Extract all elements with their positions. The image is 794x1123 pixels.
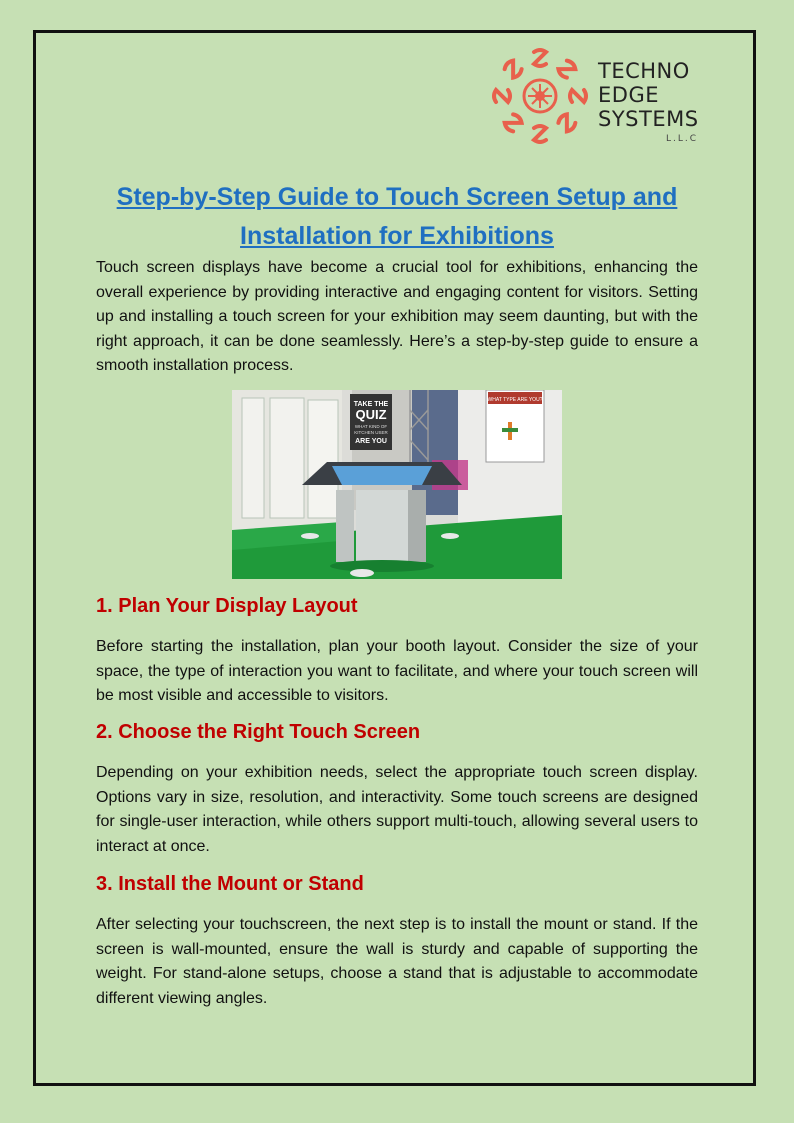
logo-suffix: L.L.C bbox=[666, 134, 699, 144]
sun-s-logo-icon bbox=[490, 46, 590, 146]
page-title[interactable]: Step-by-Step Guide to Touch Screen Setup and Installation for Exhibitions bbox=[116, 183, 678, 250]
board-title-text: WHAT TYPE ARE YOU? bbox=[487, 397, 543, 403]
quiz-sign-line-2: QUIZ bbox=[355, 407, 387, 422]
logo-wordmark bbox=[598, 59, 699, 131]
quiz-sign-line-3: WHAT KIND OF bbox=[354, 424, 388, 429]
section-heading-1: 1. Plan Your Display Layout bbox=[96, 595, 358, 617]
section-body-2: Depending on your exhibition needs, select the appropriate touch screen display. Options vary in size, resolution, and interactivity. Some touch screens are designed for single-user interaction, while others support multi-touch, allowing several users to interact at once. bbox=[96, 764, 698, 855]
section-heading-3: 3. Install the Mount or Stand bbox=[96, 873, 364, 895]
intro-paragraph: Touch screen displays have become a crucial tool for exhibitions, enhancing the overall experience by providing interactive and engaging content for visitors. Setting up and installing a touch screen for your exhibition may seem daunting, but with the right approach, it can be done seamlessly. Here’s a step-by-step guide to ensure a smooth installation process. bbox=[96, 259, 698, 374]
quiz-sign-line-4: KITCHEN USER bbox=[354, 430, 388, 435]
quiz-sign-line-5: ARE YOU bbox=[355, 438, 387, 445]
quiz-sign-line-1: TAKE THE bbox=[353, 401, 389, 408]
section-heading-2: 2. Choose the Right Touch Screen bbox=[96, 721, 421, 743]
logo-line-techno: TECHNO bbox=[598, 59, 690, 83]
logo-line-edge: EDGE bbox=[598, 83, 659, 107]
touch-screen-kiosk-photo bbox=[232, 390, 562, 579]
section-body-3: After selecting your touchscreen, the next step is to install the mount or stand. If the screen is wall-mounted, ensure the wall is sturdy and capable of supporting the weight. For stand-alone setups, choose a stand that is adjustable to accommodate different viewing angles. bbox=[96, 916, 698, 1007]
company-logo bbox=[490, 46, 710, 146]
section-body-1: Before starting the installation, plan your booth layout. Consider the size of your space, the type of interaction you want to facilitate, and where your touch screen will be most visible and accessible to visitors. bbox=[96, 638, 698, 704]
logo-line-systems: SYSTEMS bbox=[598, 107, 699, 131]
